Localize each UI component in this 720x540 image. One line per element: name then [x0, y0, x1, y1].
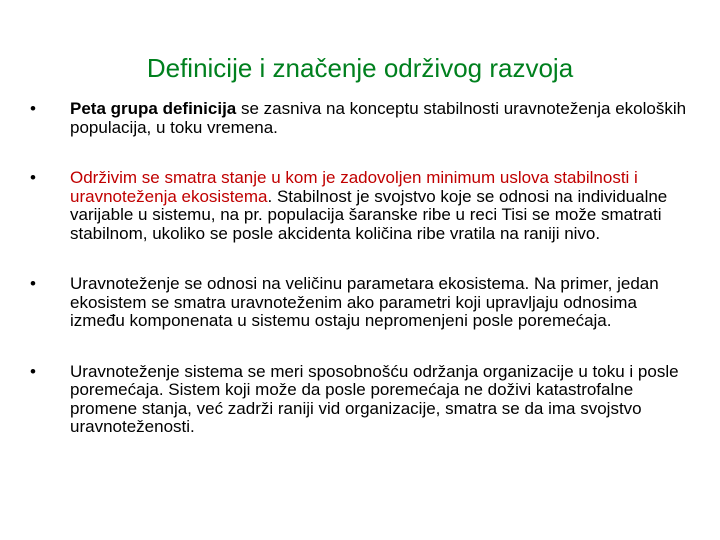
bullet-4-text: Uravnoteženje sistema se meri sposobnošću održanja organizacije u toku i posle poremećaja. Sistem koji može da posle poremećaja ne doživi katastrofalne promene stanja, već zadrži raniji vid organizacije, smatra se da ima svojstvo uravnoteženosti. [70, 361, 679, 436]
bullet-dot: • [30, 99, 36, 118]
bullet-2-text: . Stabilnost je svojstvo koje se odnosi na individualne varijable u sistemu, na pr. populacija šaranske ribe u reci Tisi se može smatrati stabilnom, ukoliko se posle akcidenta količina ribe vratila na raniji nivo. [70, 186, 668, 243]
bullet-item-3 [30, 275, 690, 331]
bullet-dot: • [30, 168, 36, 187]
bullet-1-text: se zasniva na konceptu stabilnosti uravnoteženja ekoloških populacija, u toku vremena. [70, 99, 687, 137]
bullet-2-lead: Održivim se smatra stanje u kom je zadovoljen minimum uslova stabilnosti i uravnoteženja ekosistema [70, 168, 638, 206]
bullet-3-text: Uravnoteženje se odnosi na veličinu parametara ekosistema. Na primer, jedan ekosistem se smatra uravnoteženim ako parametri koji upravljaju odnosima između komponenata u sistemu ostaju nepromenjeni posle poremećaja. [70, 274, 659, 330]
bullet-item-4 [30, 363, 690, 437]
bullet-list [30, 100, 690, 437]
bullet-dot: • [30, 274, 36, 293]
bullet-dot: • [30, 361, 36, 381]
bullet-item-2 [30, 169, 690, 243]
bullet-1-lead: Peta grupa definicija [70, 99, 237, 118]
bullet-item-1 [30, 100, 690, 137]
slide-title: Definicije i značenje održivog razvoja [146, 53, 574, 83]
